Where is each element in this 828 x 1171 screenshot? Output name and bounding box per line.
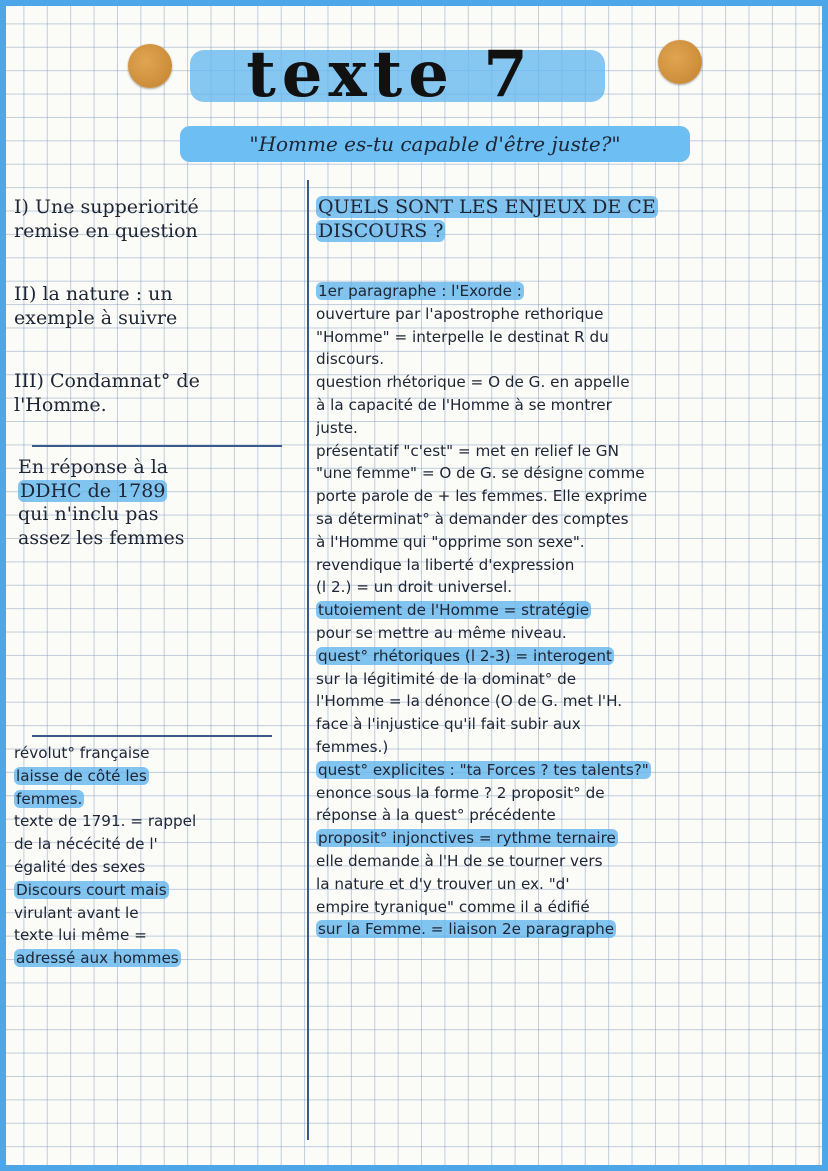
heading-line bbox=[316, 220, 816, 244]
note-line bbox=[14, 765, 306, 788]
context-note-1 bbox=[18, 456, 303, 550]
analysis-line bbox=[316, 599, 820, 622]
analysis-highlight: tutoiement de l'Homme = stratégie bbox=[318, 601, 590, 620]
analysis-line: question rhétorique = O de G. en appelle bbox=[316, 373, 630, 392]
plan-line: exemple à suivre bbox=[14, 306, 178, 329]
analysis-line: la nature et d'y trouver un ex. "d' bbox=[316, 874, 570, 893]
analysis-line: ouverture par l'apostrophe rethorique bbox=[316, 304, 604, 323]
note-line: texte lui même = bbox=[14, 926, 147, 945]
plan-line: I) Une supperiorité bbox=[14, 196, 199, 218]
analysis-line: elle demande à l'H de se tourner vers bbox=[316, 851, 603, 870]
page-title: texte 7 bbox=[246, 37, 534, 112]
title-block bbox=[170, 34, 610, 116]
analysis-heading bbox=[316, 196, 816, 243]
analysis-line: sa déterminat° à demander des comptes bbox=[316, 509, 629, 528]
plan-section-3 bbox=[14, 370, 304, 417]
analysis-line: sur la légitimité de la dominat° de bbox=[316, 669, 577, 688]
note-line: En réponse à la bbox=[18, 456, 169, 478]
heading-highlight: DISCOURS ? bbox=[318, 219, 444, 242]
analysis-highlight: quest° rhétoriques (l 2-3) = interogent bbox=[318, 646, 612, 665]
analysis-line: revendique la liberté d'expression bbox=[316, 555, 575, 574]
analysis-line: face à l'injustice qu'il fait subir aux bbox=[316, 715, 581, 734]
note-line: de la nécécité de l' bbox=[14, 835, 158, 854]
analysis-line: femmes.) bbox=[316, 737, 389, 756]
analysis-line bbox=[316, 918, 820, 941]
note-highlight: laisse de côté les bbox=[16, 766, 147, 785]
plan-line: II) la nature : un bbox=[14, 283, 173, 305]
binder-hole-left bbox=[128, 44, 172, 88]
analysis-line: réponse à la quest° précédente bbox=[316, 806, 556, 825]
plan-line: remise en question bbox=[14, 219, 198, 242]
note-highlight: Discours court mais bbox=[16, 880, 167, 899]
plan-line: l'Homme. bbox=[14, 393, 107, 416]
analysis-line: pour se mettre au même niveau. bbox=[316, 623, 567, 642]
note-line: assez les femmes bbox=[18, 526, 185, 549]
analysis-line bbox=[316, 827, 820, 850]
analysis-highlight: sur la Femme. = liaison 2e paragraphe bbox=[318, 920, 615, 939]
analysis-line: "une femme" = O de G. se désigne comme bbox=[316, 464, 645, 483]
analysis-highlight: proposit° injonctives = rythme ternaire bbox=[318, 829, 616, 848]
analysis-line: à la capacité de l'Homme à se montrer bbox=[316, 395, 612, 414]
analysis-line: l'Homme = la dénonce (O de G. met l'H. bbox=[316, 692, 623, 711]
note-line bbox=[14, 788, 306, 811]
analysis-line: à l'Homme qui "opprime son sexe". bbox=[316, 532, 585, 551]
note-line: texte de 1791. = rappel bbox=[14, 812, 197, 831]
analysis-line: présentatif "c'est" = met en relief le GN bbox=[316, 441, 619, 460]
plan-section-2 bbox=[14, 283, 304, 330]
context-note-2 bbox=[14, 742, 306, 970]
note-highlight: adressé aux hommes bbox=[16, 949, 179, 968]
note-line: qui n'inclu pas bbox=[18, 503, 159, 526]
analysis-line bbox=[316, 645, 820, 668]
note-line: révolut° française bbox=[14, 744, 150, 762]
page-subtitle: "Homme es-tu capable d'être juste?" bbox=[180, 126, 690, 162]
heading-highlight: QUELS SONT LES ENJEUX DE CE bbox=[318, 196, 656, 218]
note-line bbox=[14, 947, 306, 970]
left-divider-1 bbox=[32, 445, 282, 447]
note-highlight: DDHC de 1789 bbox=[20, 479, 166, 502]
analysis-line: discours. bbox=[316, 350, 385, 369]
note-line bbox=[14, 879, 306, 902]
plan-line: III) Condamnat° de bbox=[14, 370, 200, 392]
analysis-highlight: 1er paragraphe : l'Exorde : bbox=[318, 282, 522, 300]
plan-section-1 bbox=[14, 196, 304, 243]
column-divider bbox=[307, 180, 309, 1140]
analysis-line: empire tyranique" comme il a édifié bbox=[316, 897, 590, 916]
analysis-line: "Homme" = interpelle le destinat R du bbox=[316, 327, 609, 346]
analysis-line: enonce sous la forme ? 2 proposit° de bbox=[316, 783, 605, 802]
binder-hole-right bbox=[658, 40, 702, 84]
analysis-notes bbox=[316, 280, 820, 941]
analysis-line: (l 2.) = un droit universel. bbox=[316, 578, 513, 597]
analysis-line bbox=[316, 280, 820, 303]
note-line: égalité des sexes bbox=[14, 857, 146, 876]
analysis-line: porte parole de + les femmes. Elle exprime bbox=[316, 487, 648, 506]
note-line bbox=[18, 480, 303, 504]
analysis-highlight: quest° explicites : "ta Forces ? tes talents?" bbox=[318, 760, 649, 779]
note-highlight: femmes. bbox=[16, 789, 83, 808]
heading-line bbox=[316, 196, 816, 220]
analysis-line bbox=[316, 759, 820, 782]
analysis-line: juste. bbox=[316, 418, 358, 437]
note-line: virulant avant le bbox=[14, 903, 139, 922]
left-divider-2 bbox=[32, 735, 272, 737]
